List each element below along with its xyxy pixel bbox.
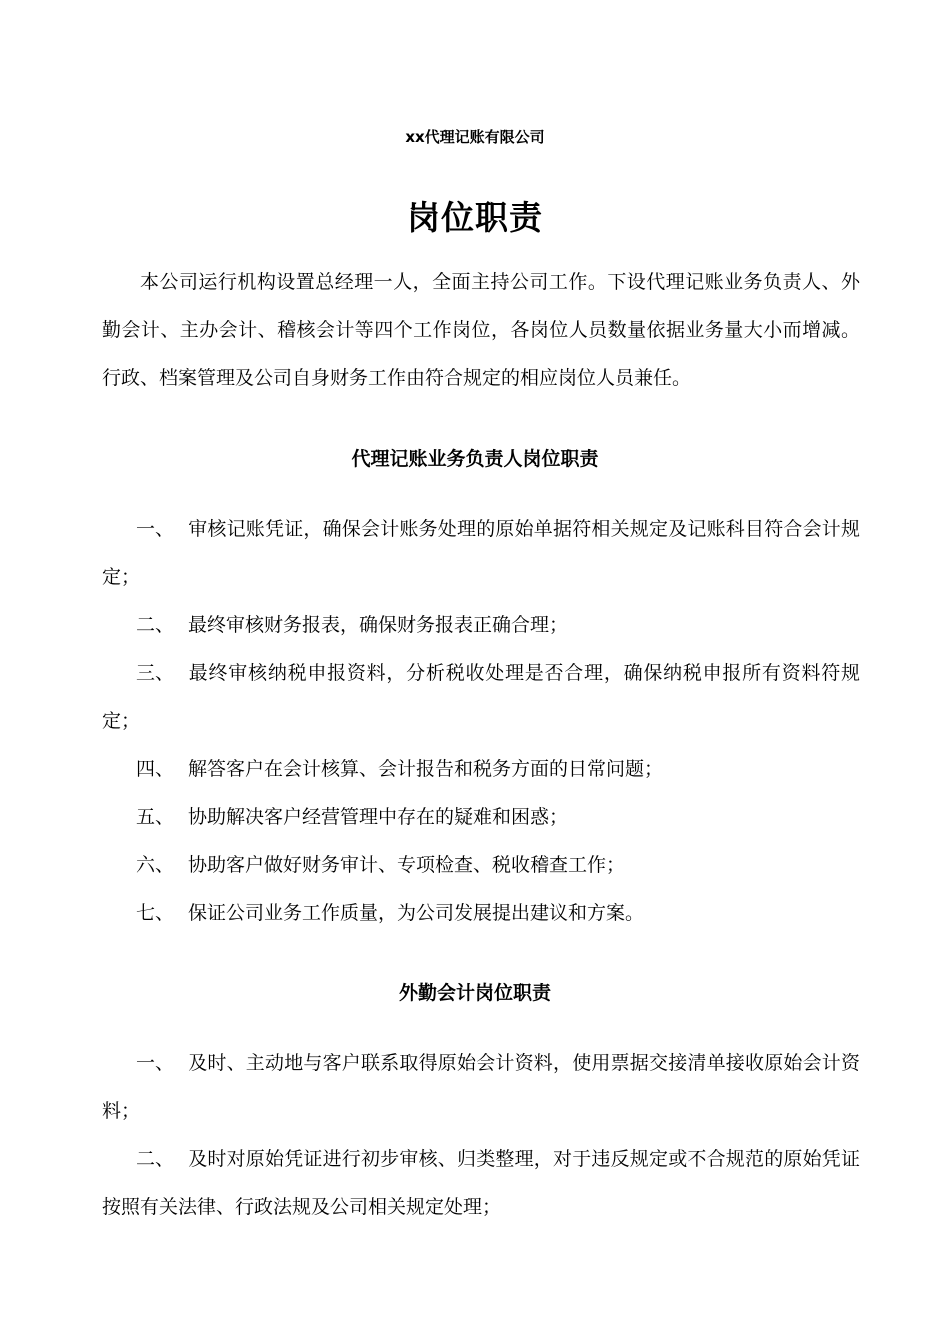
duty-number: 一、 — [136, 518, 175, 540]
duty-item — [102, 649, 860, 745]
duty-number: 六、 — [136, 854, 175, 876]
duty-list-field-accountant — [102, 1039, 860, 1231]
duty-text: 及时、主动地与客户联系取得原始会计资料，使用票据交接清单接收原始会计资料； — [102, 1052, 860, 1122]
duty-text: 最终审核财务报表，确保财务报表正确合理； — [188, 614, 569, 636]
intro-paragraph: 本公司运行机构设置总经理一人，全面主持公司工作。下设代理记账业务负责人、外勤会计、主办会计、稽核会计等四个工作岗位，各岗位人员数量依据业务量大小而增减。行政、档案管理及公司自身财务工作由符合规定的相应岗位人员兼任。 — [102, 271, 860, 389]
duty-item — [102, 601, 860, 649]
duty-number: 五、 — [136, 806, 175, 828]
duty-item — [102, 889, 860, 937]
duty-number: 七、 — [136, 902, 175, 924]
duty-number: 四、 — [136, 758, 175, 780]
duty-text: 协助解决客户经营管理中存在的疑难和困惑； — [188, 806, 569, 828]
duty-number: 三、 — [136, 662, 175, 684]
duty-item — [102, 1039, 860, 1135]
duty-number: 二、 — [136, 1148, 175, 1170]
document-title: 岗位职责 — [407, 198, 543, 237]
duty-text: 最终审核纳税申报资料，分析税收处理是否合理，确保纳税申报所有资料符规定； — [102, 662, 860, 732]
duty-list-business-manager — [102, 505, 860, 937]
duty-text: 解答客户在会计核算、会计报告和税务方面的日常问题； — [188, 758, 664, 780]
duty-item — [102, 841, 860, 889]
duty-item — [102, 1135, 860, 1231]
section-heading-field-accountant: 外勤会计岗位职责 — [398, 982, 551, 1004]
duty-item — [102, 745, 860, 793]
duty-item — [102, 793, 860, 841]
duty-number: 一、 — [136, 1052, 175, 1074]
duty-item — [102, 505, 860, 601]
company-name: xx代理记账有限公司 — [405, 128, 545, 146]
duty-text: 保证公司业务工作质量，为公司发展提出建议和方案。 — [188, 902, 645, 924]
duty-text: 及时对原始凭证进行初步审核、归类整理，对于违反规定或不合规范的原始凭证按照有关法律、行政法规及公司相关规定处理； — [102, 1148, 860, 1218]
duty-number: 二、 — [136, 614, 175, 636]
duty-text: 审核记账凭证，确保会计账务处理的原始单据符相关规定及记账科目符合会计规定； — [102, 518, 860, 588]
section-heading-business-manager: 代理记账业务负责人岗位职责 — [351, 448, 599, 470]
duty-text: 协助客户做好财务审计、专项检查、税收稽查工作； — [188, 854, 626, 876]
